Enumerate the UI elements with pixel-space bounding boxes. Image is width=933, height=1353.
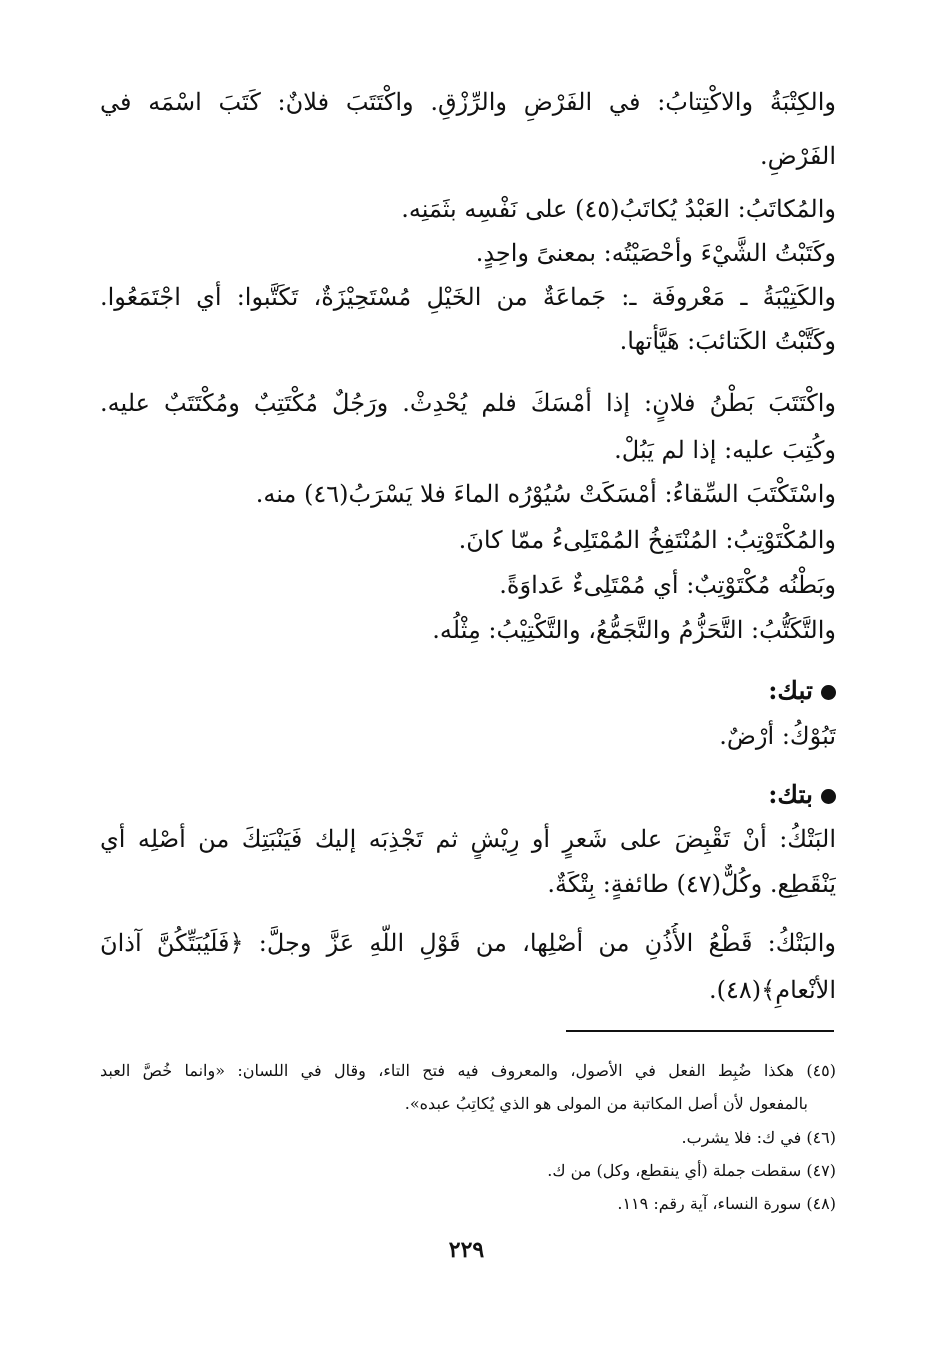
- bullet-icon: [821, 789, 836, 804]
- body-line-12: والتَّكَتُّبُ: التَّحَزُّمُ والتَّجَمُّعُ، والتَّكْتِيْبُ: مِثْلُه.: [432, 616, 836, 644]
- body-line-11: وبَطْنُه مُكْتَوْتِبٌ: أي مُمْتَلِىءٌ عَداوَةً.: [499, 571, 836, 599]
- body-line-10: والمُكْتَوْتِبُ: المُنْتَفِخُ المُمْتَلِىءُ ممّا كانَ.: [458, 526, 836, 554]
- body-line-1: والكِتْبَةُ والاكْتِتابُ: في الفَرْضِ والرِّزْقِ. واكْتَتَبَ فلانٌ: كَتَبَ اسْمَه في: [100, 88, 836, 116]
- footnote-line: بالمفعول لأن أصل المكاتبة من المولى هو الذي يُكاتِبُ عبده».: [404, 1094, 808, 1113]
- entry-heading-label: بتك:: [768, 780, 813, 809]
- entry-line: الأنْعامِ﴾(٤٨).: [709, 976, 836, 1004]
- entry-line: البَتْكُ: أنْ تَقْبِضَ على شَعرٍ أو رِيْشٍ ثم تَجْذِبَه إليك فَيَنْبَتِكَ من أصْلِه أي: [100, 825, 836, 853]
- body-line-6: وكَتَّبْتُ الكَتائبَ: هَيَّأتها.: [619, 327, 836, 355]
- entry-line: تَبُوْكُ: أرْضٌ.: [719, 722, 836, 750]
- entry-heading-btk: [768, 775, 836, 815]
- body-line-2: الفَرْضِ.: [759, 142, 836, 170]
- body-line-5: والكَتِيْبَةُ ـ مَعْروفَة ـ: جَماعَةٌ من الخَيْلِ مُسْتَحِيْزَةٌ، تَكَتَّبوا: أي اجْتَمَعُوا.: [100, 283, 836, 311]
- footnote-line: (٤٦) في ك: فلا يشرب.: [681, 1128, 836, 1147]
- entry-heading-label: تبك:: [768, 676, 813, 705]
- footnote-line: (٤٧) سقطت جملة (أي ينقطع، وكل) من ك.: [547, 1161, 836, 1180]
- footnote-line: (٤٨) سورة النساء، آية رقم: ١١٩.: [617, 1194, 836, 1213]
- body-line-4: وكَتَبْتُ الشَّيْءَ وأحْصَيْتُه: بمعنىً واحِدٍ.: [475, 239, 836, 267]
- footnote-line: (٤٥) هكذا ضُبِط الفعل في الأصول، والمعروف فيه فتح التاء، وقال في اللسان: «وانما خُصَّ العبد: [100, 1061, 836, 1080]
- entry-heading-tbk: [768, 671, 836, 711]
- body-line-8: وكُتِبَ عليه: إذا لم يَبُلْ.: [614, 436, 836, 464]
- body-line-3: والمُكاتَبُ: العَبْدُ يُكاتَبُ(٤٥) على نَفْسِه بثَمَنِه.: [401, 195, 836, 223]
- body-line-9: واسْتَكْتَبَ السِّقاءُ: أمْسَكَتْ سُيُوْرُه الماءَ فلا يَسْرَبُ(٤٦) منه.: [255, 480, 836, 508]
- page-number: ٢٢٩: [448, 1237, 485, 1263]
- bullet-icon: [821, 685, 836, 700]
- entry-line: والبَتْكُ: قَطْعُ الأُذُنِ من أصْلِها، من قَوْلِ اللّهِ عَزَّ وجلَّ: ﴿فَلَيُبَتِّكُنَّ آذانَ: [100, 929, 836, 957]
- entry-line: يَنْقَطِع. وكُلٌّ(٤٧) طائفةٍ: بِتْكَةٌ.: [547, 870, 836, 898]
- footnote-separator: [566, 1030, 834, 1032]
- body-line-7: واكْتَتَبَ بَطْنُ فلانٍ: إذا أمْسَكَ فلم يُحْدِثْ. ورَجُلٌ مُكْتَتِبٌ ومُكْتَتَبٌ عليه.: [100, 389, 836, 417]
